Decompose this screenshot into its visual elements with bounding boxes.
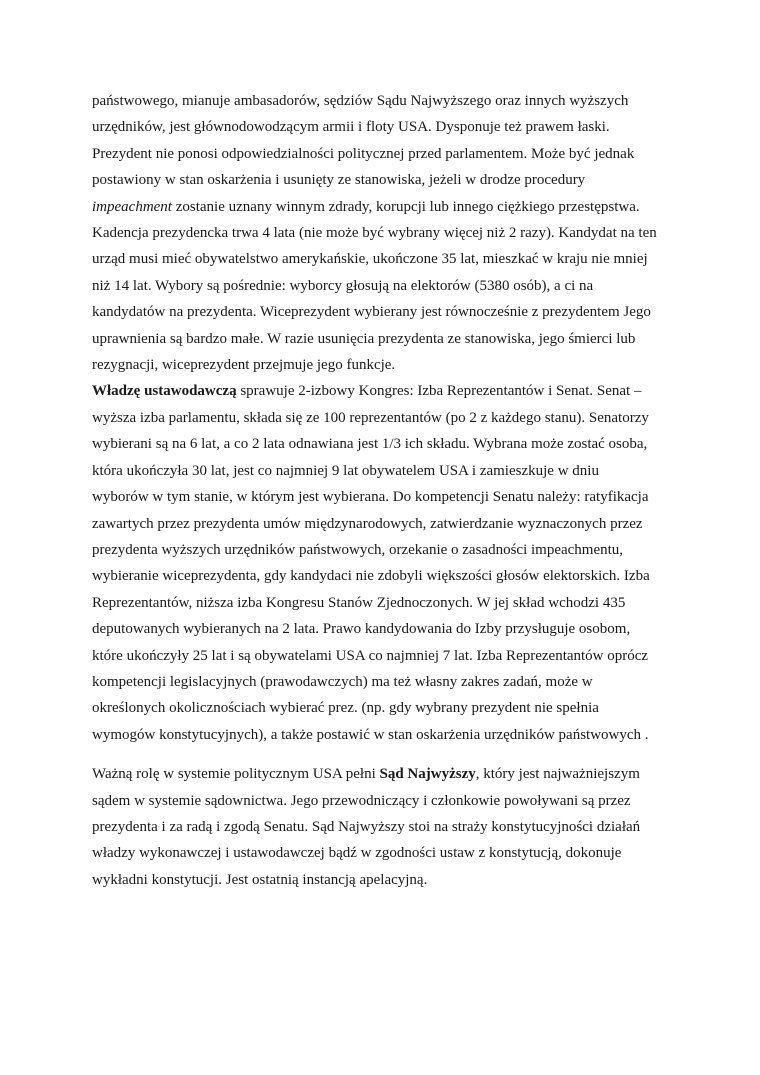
text-line: Reprezentantów, niższa izba Kongresu Stanów Zjednoczonych. W jej skład wchodzi 435 <box>92 594 626 611</box>
text-line: które ukończyły 25 lat i są obywatelami USA co najmniej 7 lat. Izba Reprezentantów oprócz <box>92 647 649 664</box>
text-line: rezygnacji, wiceprezydent przejmuje jego funkcje. <box>92 357 396 374</box>
legislative-heading: Władzę ustawodawczą <box>92 383 237 400</box>
text-line: urzędników, jest głównodowodzącym armii i floty USA. Dysponuje też prawem łaski. <box>92 119 610 136</box>
text-line: deputowanych wybieranych na 2 lata. Prawo kandydowania do Izby przysługuje osobom, <box>92 621 631 638</box>
document-page <box>92 88 682 893</box>
text-line: sądem w systemie sądownictwa. Jego przewodniczący i członkowie powoływani są przez <box>92 792 631 809</box>
text-run: Ważną rolę w systemie politycznym USA pełni <box>92 766 380 783</box>
text-line: zawartych przez prezydenta umów międzynarodowych, zatwierdzanie wyznaczonych przez <box>92 515 643 532</box>
paragraph-executive <box>92 88 682 378</box>
text-line: uprawnienia są bardzo małe. W razie usunięcia prezydenta ze stanowiska, jego śmierci lub <box>92 330 636 347</box>
paragraph-spacer <box>92 748 682 761</box>
text-line <box>92 194 682 220</box>
paragraph-judicial <box>92 761 682 893</box>
text-line: kompetencji legislacyjnych (prawodawczych) ma też własny zakres zadań, może w <box>92 673 593 690</box>
text-line: prezydenta wyższych urzędników państwowych, orzekanie o zasadności impeachmentu, <box>92 541 624 558</box>
text-line: prezydenta i za radą i zgodą Senatu. Sąd Najwyższy stoi na straży konstytucyjności działań <box>92 818 641 835</box>
text-line: kandydatów na prezydenta. Wiceprezydent wybierany jest równocześnie z prezydentem Jego <box>92 304 651 321</box>
text-line <box>92 378 682 404</box>
text-line: wybieranie wiceprezydenta, gdy kandydaci nie zdobyli większości głosów elektorskich. Izba <box>92 568 650 585</box>
paragraph-legislative <box>92 378 682 748</box>
text-line: wykładni konstytucji. Jest ostatnią instancją apelacyjną. <box>92 871 428 888</box>
text-line: Kadencja prezydencka trwa 4 lata (nie może być wybrany więcej niż 2 razy). Kandydat na ten <box>92 225 657 242</box>
text-run: zostanie uznany winnym zdrady, korupcji lub innego ciężkiego przestępstwa. <box>171 198 640 215</box>
text-line: wyższa izba parlamentu, składa się ze 100 reprezentantów (po 2 z każdego stanu). Senatorzy <box>92 409 649 426</box>
text-line: Prezydent nie ponosi odpowiedzialności politycznej przed parlamentem. Może być jednak <box>92 145 635 162</box>
text-line <box>92 761 682 787</box>
supreme-court-heading: Sąd Najwyższy <box>379 766 476 783</box>
text-line: urząd musi mieć obywatelstwo amerykańskie, ukończone 35 lat, mieszkać w kraju nie mniej <box>92 251 648 268</box>
text-line: niż 14 lat. Wybory są pośrednie: wyborcy głosują na elektorów (5380 osób), a ci na <box>92 277 594 294</box>
text-run: , który jest najważniejszym <box>475 766 640 783</box>
text-line: państwowego, mianuje ambasadorów, sędziów Sądu Najwyższego oraz innych wyższych <box>92 93 629 109</box>
text-line: która ukończyła 30 lat, jest co najmniej 9 lat obywatelem USA i zamieszkuje w dniu <box>92 462 599 479</box>
text-line: wyborów w tym stanie, w którym jest wybierana. Do kompetencji Senatu należy: ratyfikacja <box>92 489 649 506</box>
text-line: wymogów konstytucyjnych), a także postawić w stan oskarżenia urzędników państwowych . <box>92 726 649 743</box>
text-line: wybierani są na 6 lat, a co 2 lata odnawiana jest 1/3 ich składu. Wybrana może zostać osoba, <box>92 436 648 453</box>
text-run: sprawuje 2-izbowy Kongres: Izba Reprezentantów i Senat. Senat – <box>236 383 642 400</box>
impeachment-term: impeachment <box>92 198 172 215</box>
text-line: określonych okolicznościach wybierać prez. (np. gdy wybrany prezydent nie spełnia <box>92 700 599 717</box>
text-line: władzy wykonawczej i ustawodawczej bądź w zgodności ustaw z konstytucją, dokonuje <box>92 845 622 862</box>
text-line: postawiony w stan oskarżenia i usunięty ze stanowiska, jeżeli w drodze procedury <box>92 172 586 189</box>
